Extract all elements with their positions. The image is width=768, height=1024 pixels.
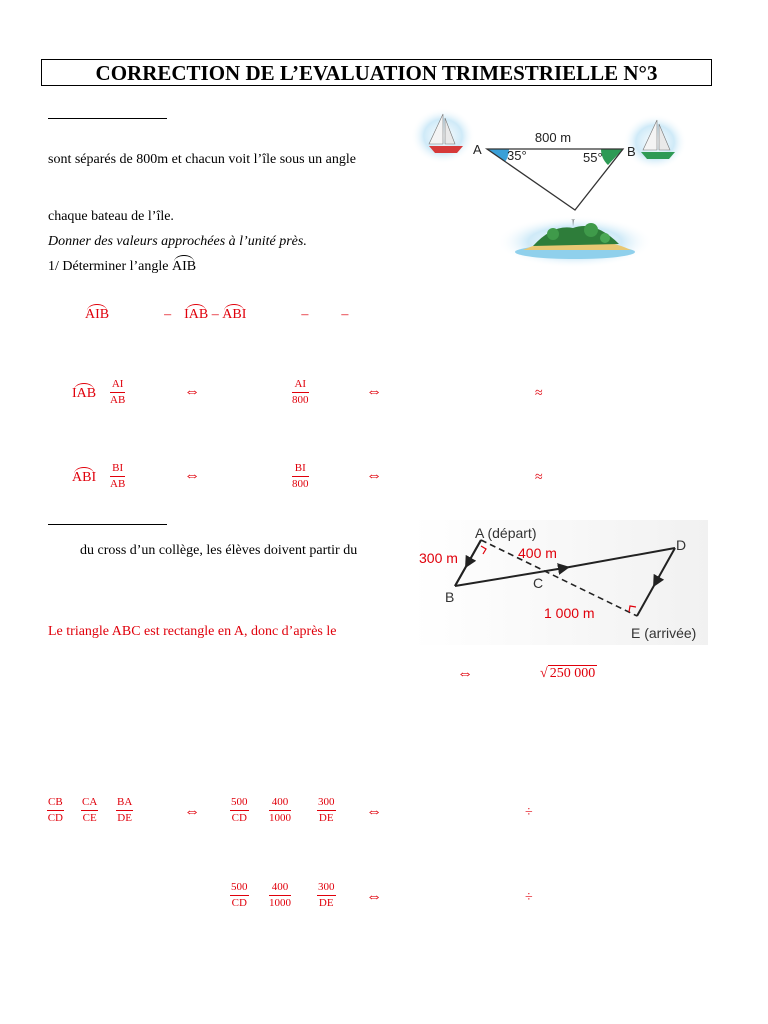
equivalence-arrow: ⇔: [457, 665, 473, 682]
ex2-text-line-1: du cross d’un collège, les élèves doivent partir du: [80, 543, 358, 558]
numerator: BI: [294, 462, 306, 474]
page-title: CORRECTION DE L’EVALUATION TRIMESTRIELLE N°3: [95, 61, 658, 85]
denominator: DE: [117, 812, 132, 824]
fraction-bi-800: [292, 462, 309, 491]
cross-course-figure: [413, 520, 708, 645]
numerator: 400: [271, 796, 289, 808]
angle-a-label: 35°: [507, 148, 527, 163]
point-b-label: B: [445, 589, 455, 605]
denominator: 800: [292, 478, 309, 490]
fraction-ai-ab: [110, 378, 125, 407]
vertex-a-label: A: [473, 142, 482, 157]
numerator: 300: [318, 796, 335, 808]
numerator: 400: [271, 881, 289, 893]
equivalence-arrow: ⇔: [366, 467, 382, 484]
denominator: DE: [318, 897, 334, 909]
ex1-question-1: [48, 258, 196, 275]
exercise-2-heading-rule: [48, 524, 167, 525]
angle-aib-red: AIB: [85, 307, 110, 322]
angle-iab-cos: [72, 386, 96, 402]
question-1-prefix: 1/ Déterminer l’angle: [48, 259, 173, 274]
fraction-ba-de: [116, 796, 133, 825]
square-root-250000: [540, 666, 597, 682]
denominator: AB: [110, 478, 126, 490]
radicand: 250 000: [549, 666, 596, 681]
denominator: CD: [231, 897, 247, 909]
equivalence-arrow: ⇔: [184, 383, 200, 400]
fraction-ca-ce: [81, 796, 98, 825]
division-sign: ÷: [525, 890, 533, 905]
equivalence-arrow: ⇔: [366, 803, 382, 820]
length-ce-label: 1 000 m: [544, 605, 595, 621]
ex1-text-line-1: sont séparés de 800m et chacun voit l’île sous un angle: [48, 152, 356, 167]
equivalence-arrow: ⇔: [184, 803, 200, 820]
angle-iab-red: IAB: [184, 307, 209, 322]
fraction-500-cd: [230, 881, 249, 910]
denominator: 800: [292, 394, 309, 406]
vertex-b-label: B: [627, 144, 636, 159]
length-ab-label: 300 m: [419, 550, 458, 566]
fraction-400-1000: [269, 881, 291, 910]
point-d-label: D: [676, 537, 687, 553]
minus-sign: –: [301, 307, 309, 322]
approx-sign: ≈: [535, 470, 543, 485]
ex1-equation-angle-sum: [85, 307, 348, 323]
denominator: DE: [318, 812, 334, 824]
angle-iab-label: IAB: [72, 386, 97, 401]
point-a-label: A (départ): [475, 525, 537, 541]
denominator: AB: [110, 394, 126, 406]
denominator: 1000: [269, 897, 291, 909]
numerator: 300: [318, 881, 335, 893]
denominator: CE: [82, 812, 97, 824]
approx-sign: ≈: [535, 386, 543, 401]
denominator: CD: [47, 812, 63, 824]
exercise-1-heading-rule: [48, 118, 167, 119]
ex1-text-line-2: chaque bateau de l’île.: [48, 209, 174, 224]
fraction-bi-ab: [110, 462, 125, 491]
equivalence-arrow: ⇔: [366, 888, 382, 905]
minus-sign: –: [341, 307, 349, 322]
fraction-300-de: [317, 881, 336, 910]
fraction-cb-cd: [47, 796, 64, 825]
numerator: AI: [294, 378, 307, 390]
numerator: CA: [82, 796, 98, 808]
point-e-label: E (arrivée): [631, 625, 697, 641]
angle-abi-label: ABI: [72, 470, 97, 485]
point-c-label: C: [533, 575, 544, 591]
boats-island-figure: [405, 100, 705, 270]
denominator: 1000: [269, 812, 291, 824]
numerator: 500: [231, 881, 248, 893]
minus-sign: –: [164, 307, 172, 322]
division-sign: ÷: [525, 805, 533, 820]
fraction-ai-800: [292, 378, 309, 407]
numerator: 500: [231, 796, 248, 808]
length-ac-label: 400 m: [518, 545, 557, 561]
numerator: BA: [117, 796, 133, 808]
numerator: AI: [111, 378, 124, 390]
fraction-500-cd: [230, 796, 249, 825]
equivalence-arrow: ⇔: [366, 383, 382, 400]
radical-sign-icon: √: [540, 666, 548, 681]
denominator: CD: [231, 812, 247, 824]
side-ab-label: 800 m: [534, 130, 572, 145]
angle-b-label: 55°: [583, 150, 603, 165]
angle-aib: AIB: [172, 259, 197, 274]
minus-sign: –: [211, 307, 219, 322]
fraction-300-de: [317, 796, 336, 825]
ex1-instruction: Donner des valeurs approchées à l’unité près.: [48, 234, 307, 249]
ex2-pythagoras-line: Le triangle ABC est rectangle en A, donc d’après le: [48, 624, 337, 639]
numerator: CB: [48, 796, 63, 808]
angle-abi-cos: [72, 470, 96, 486]
equivalence-arrow: ⇔: [184, 467, 200, 484]
numerator: BI: [112, 462, 124, 474]
angle-abi-red: ABI: [222, 307, 247, 322]
fraction-400-1000: [269, 796, 291, 825]
